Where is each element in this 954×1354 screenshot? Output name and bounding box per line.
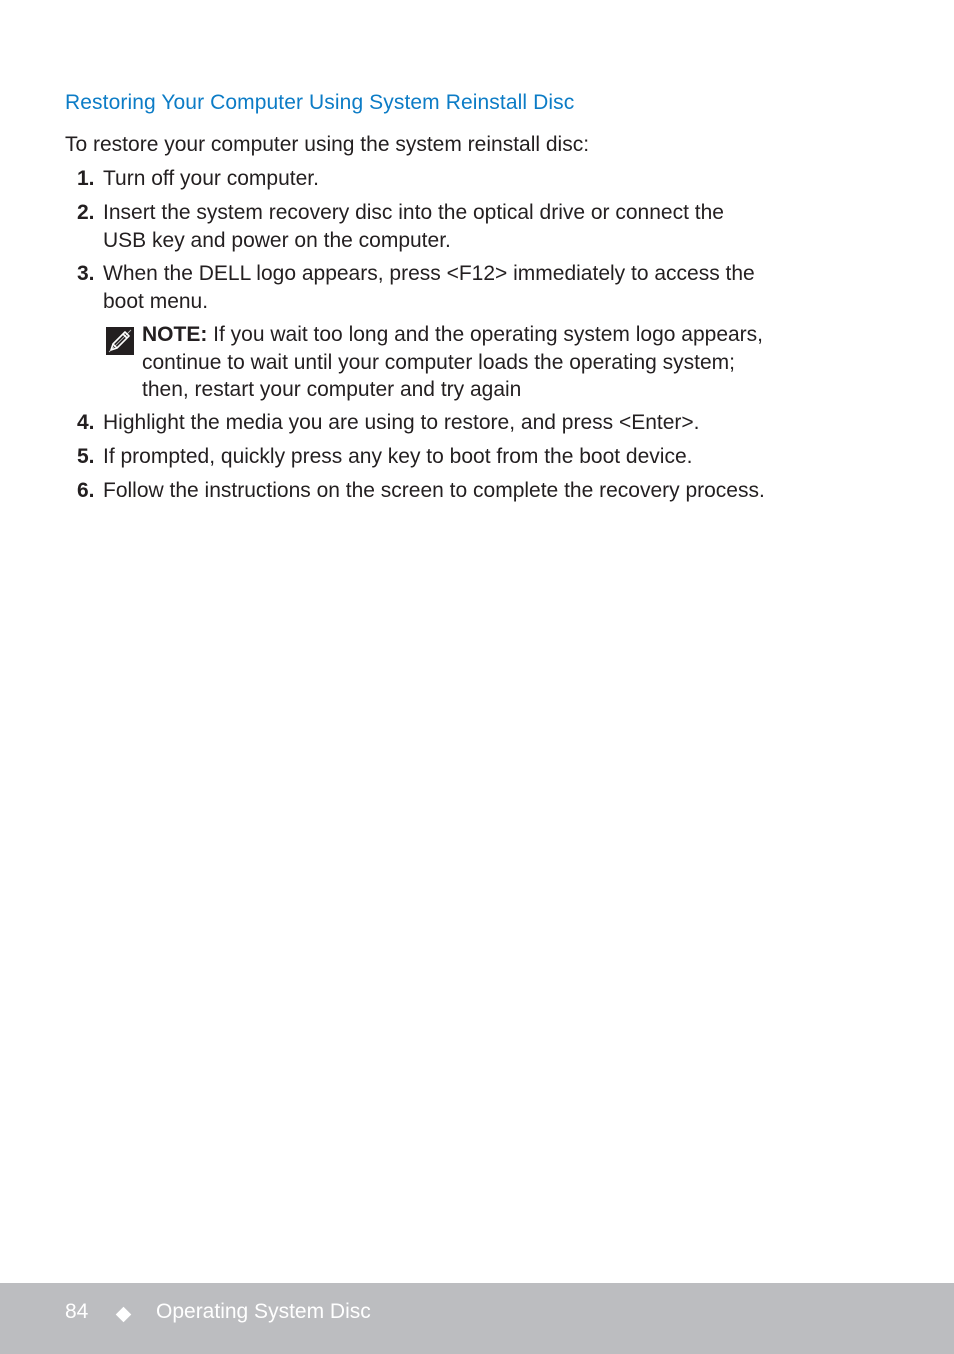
page-footer bbox=[0, 1283, 954, 1354]
step-line: If prompted, quickly press any key to boot from the boot device. bbox=[103, 445, 693, 468]
step-text bbox=[103, 409, 700, 437]
page-number: 84 bbox=[65, 1300, 89, 1323]
step-number: 2. bbox=[77, 201, 95, 224]
note-label: NOTE: bbox=[142, 323, 208, 346]
step-number: 1. bbox=[77, 167, 95, 190]
note-line: continue to wait until your computer loads the operating system; bbox=[142, 350, 735, 374]
note-text bbox=[142, 321, 763, 404]
step-line: Follow the instructions on the screen to complete the recovery process. bbox=[103, 479, 765, 502]
step-number: 3. bbox=[77, 262, 95, 285]
note-line-text: If you wait too long and the operating system logo appears, bbox=[207, 323, 764, 346]
step-line: When the DELL logo appears, press <F12> immediately to access the bbox=[103, 262, 755, 285]
step-line: USB key and power on the computer. bbox=[103, 228, 451, 252]
step-line: Turn off your computer. bbox=[103, 167, 319, 190]
step-text bbox=[103, 477, 765, 505]
step-number: 4. bbox=[77, 411, 95, 434]
pencil-note-icon bbox=[106, 327, 134, 355]
step-line: Insert the system recovery disc into the optical drive or connect the bbox=[103, 201, 724, 224]
step-line: Highlight the media you are using to restore, and press <Enter>. bbox=[103, 411, 700, 434]
step-text bbox=[103, 260, 755, 315]
step-line: boot menu. bbox=[103, 289, 209, 313]
note-line: then, restart your computer and try again bbox=[142, 378, 522, 401]
step-number: 5. bbox=[77, 445, 95, 468]
section-heading: Restoring Your Computer Using System Reinstall Disc bbox=[65, 91, 575, 114]
step-text bbox=[103, 165, 319, 193]
diamond-icon bbox=[116, 1307, 132, 1323]
step-text bbox=[103, 443, 692, 471]
step-number: 6. bbox=[77, 479, 95, 502]
note-line bbox=[142, 321, 763, 349]
footer-section-title: Operating System Disc bbox=[156, 1300, 371, 1323]
intro-text: To restore your computer using the system reinstall disc: bbox=[65, 133, 590, 156]
step-text bbox=[103, 199, 724, 254]
